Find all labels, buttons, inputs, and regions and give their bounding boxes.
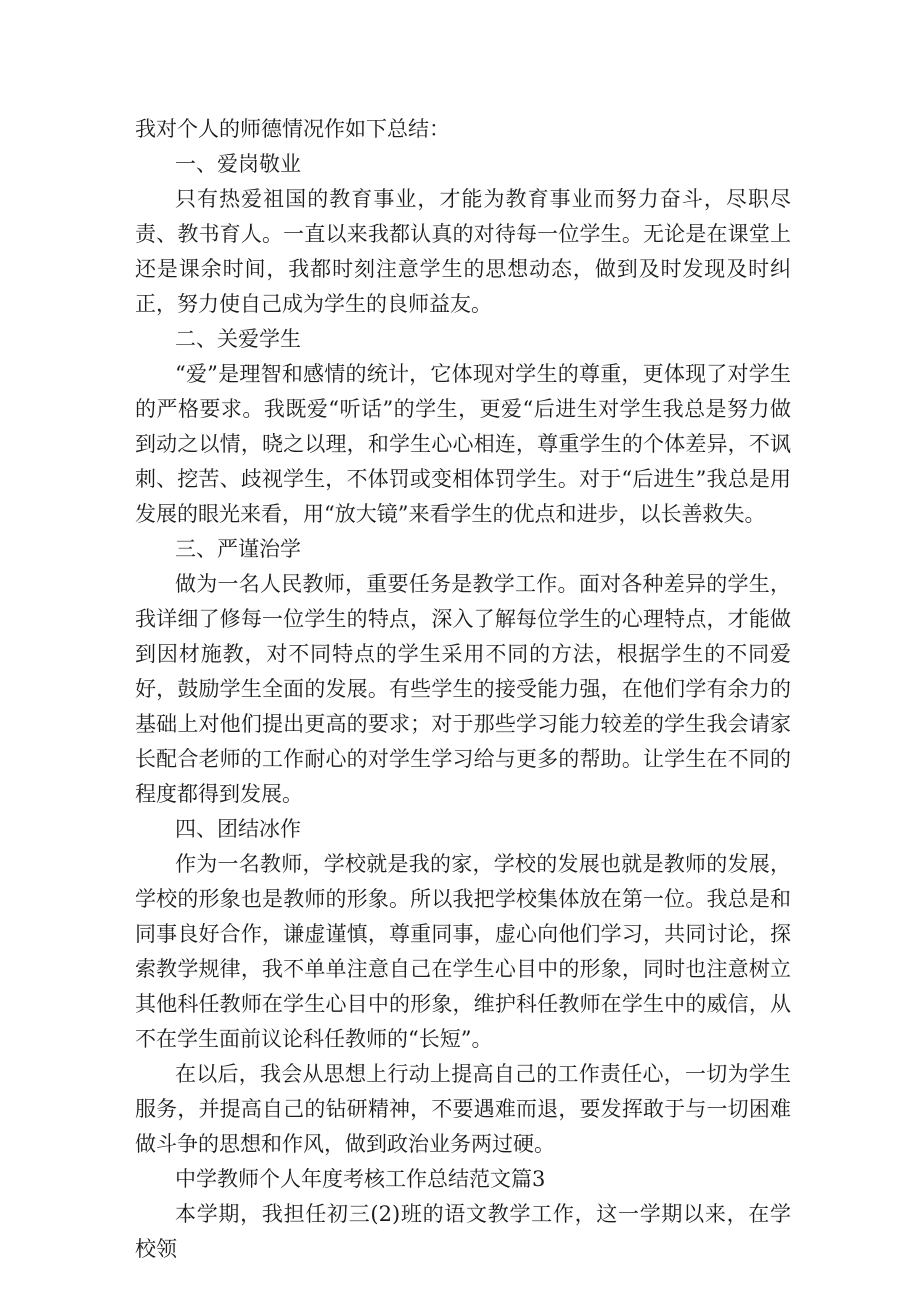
intro-paragraph: 我对个人的师德情况作如下总结： xyxy=(135,117,450,141)
next-article-paragraph: 本学期，我担任初三(2)班的语文教学工作，这一学期以来，在学校领 xyxy=(135,1202,791,1261)
section-heading-4: 四、团结冰作 xyxy=(175,817,301,841)
section-paragraph-1: 只有热爱祖国的教育事业，才能为教育事业而努力奋斗，尽职尽责、教书育人。一直以来我都认真的对待每一位学生。无论是在课堂上还是课余时间，我都时刻注意学生的思想动态，做到及时发现及时纠正，努力使自己成为学生的良师益友。 xyxy=(135,187,791,316)
section-paragraph-2: “爱”是理智和感情的统计，它体现对学生的尊重，更体现了对学生的严格要求。我既爱“听话”的学生，更爱“后进生对学生我总是努力做到动之以情，晓之以理，和学生心心相连，尊重学生的个体差异，不讽刺、挖苦、歧视学生，不体罚或变相体罚学生。对于“后进生”我总是用发展的眼光来看，用“放大镜”来看学生的优点和进步，以长善救失。 xyxy=(135,362,791,526)
section-paragraph-4: 作为一名教师，学校就是我的家，学校的发展也就是教师的发展，学校的形象也是教师的形象。所以我把学校集体放在第一位。我总是和同事良好合作，谦虚谨慎，尊重同事，虚心向他们学习，共同讨论，探索教学规律，我不单单注意自己在学生心目中的形象，同时也注意树立其他科任教师在学生心目中的形象，维护科任教师在学生中的威信，从不在学生面前议论科任教师的“长短”。 xyxy=(135,852,791,1051)
section-heading-2: 二、关爱学生 xyxy=(175,327,301,351)
document-body xyxy=(135,112,791,1267)
section-heading-3: 三、严谨治学 xyxy=(175,537,301,561)
next-article-title: 中学教师个人年度考核工作总结范文篇3 xyxy=(175,1167,546,1191)
section-heading-1: 一、爱岗敬业 xyxy=(175,152,301,176)
section-paragraph-3: 做为一名人民教师，重要任务是教学工作。面对各种差异的学生，我详细了修每一位学生的特点，深入了解每位学生的心理特点，才能做到因材施教，对不同特点的学生采用不同的方法，根据学生的不同爱好，鼓励学生全面的发展。有些学生的接受能力强，在他们学有余力的基础上对他们提出更高的要求；对于那些学习能力较差的学生我会请家长配合老师的工作耐心的对学生学习给与更多的帮助。让学生在不同的程度都得到发展。 xyxy=(135,572,791,806)
closing-paragraph: 在以后，我会从思想上行动上提高自己的工作责任心，一切为学生服务，并提高自己的钻研精神，不要遇难而退，要发挥敢于与一切困难做斗争的思想和作风，做到政治业务两过硬。 xyxy=(135,1062,791,1156)
